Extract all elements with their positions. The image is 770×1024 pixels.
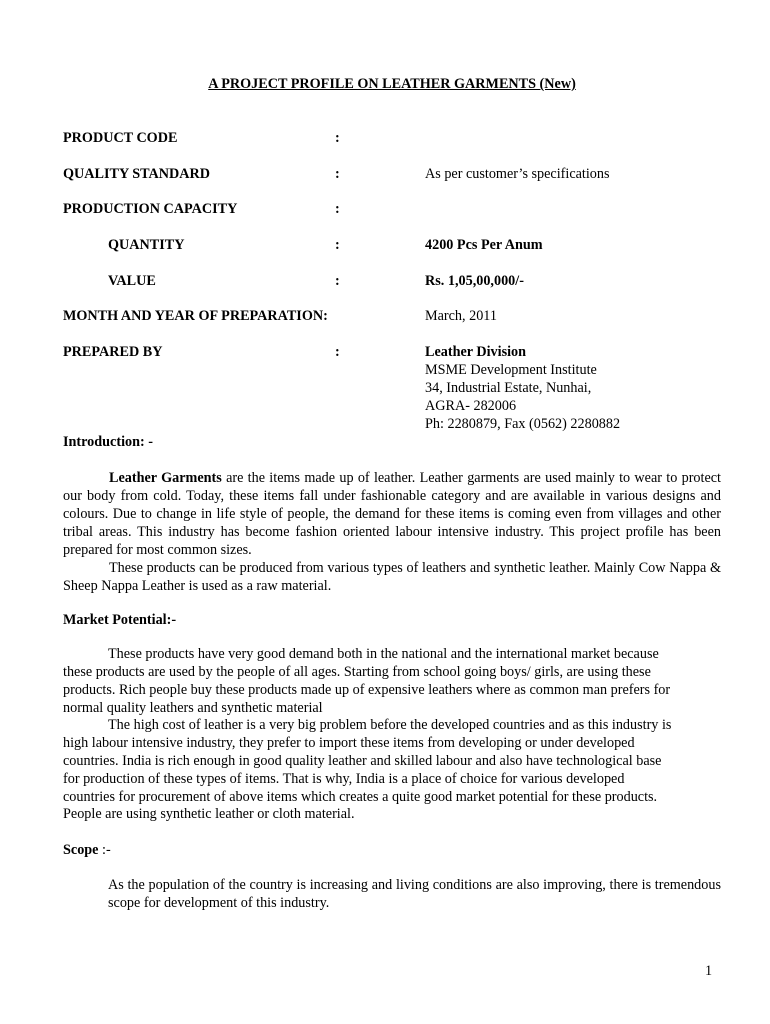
introduction-body	[63, 469, 721, 595]
market-line: products. Rich people buy these products made up of expensive leathers where as common man prefers for	[63, 682, 671, 698]
introduction-heading: Introduction: -	[63, 434, 153, 450]
market-line: these products are used by the people of all ages. Starting from school going boys/ girls, are using these	[63, 664, 651, 680]
prepared-by-label: PREPARED BY	[63, 344, 163, 360]
value-label: VALUE	[108, 273, 156, 289]
month-year-value: March, 2011	[425, 308, 497, 324]
month-year-label: MONTH AND YEAR OF PREPARATION:	[63, 308, 328, 324]
scope-paragraph: As the population of the country is increasing and living conditions are also improving, there is tremendous scope for development of this industry.	[108, 877, 721, 911]
document-title: A PROJECT PROFILE ON LEATHER GARMENTS (New)	[208, 76, 576, 92]
market-line: high labour intensive industry, they prefer to import these items from developing or under developed	[63, 735, 635, 751]
production-capacity-label: PRODUCTION CAPACITY	[63, 201, 238, 217]
introduction-paragraph-1-text: are the items made up of leather. Leather garments are used mainly to wear to protect our body from cold. Today, these items fall under fashionable category and are available in various designs and colours. Due to change in life style of people, the demand for these items is coming even from villages and other tribal areas. This industry has become fashion oriented labour intensive industry. This project profile has been prepared for most common sizes.	[63, 470, 721, 558]
leather-garments-term: Leather Garments	[109, 470, 222, 486]
scope-heading-bold: Scope	[63, 842, 99, 858]
prepared-by-city: AGRA- 282006	[425, 398, 517, 414]
value-colon: :	[335, 273, 340, 289]
scope-heading	[63, 841, 111, 859]
prepared-by-phone: Ph: 2280879, Fax (0562) 2280882	[425, 416, 621, 432]
production-capacity-colon: :	[335, 201, 340, 217]
introduction-paragraph-2: These products can be produced from various types of leathers and synthetic leather. Mainly Cow Nappa & Sheep Nappa Leather is used as a raw material.	[63, 560, 721, 594]
prepared-by-colon: :	[335, 344, 340, 360]
market-line: These products have very good demand both in the national and the international market because	[108, 646, 659, 662]
market-line: countries for procurement of above items which creates a quite good market potential for these products.	[63, 789, 658, 805]
market-line: The high cost of leather is a very big problem before the developed countries and as this industry is	[108, 717, 672, 733]
market-potential-heading: Market Potential:-	[63, 612, 177, 628]
quantity-label: QUANTITY	[108, 237, 185, 253]
prepared-by-division: Leather Division	[425, 344, 527, 360]
market-line: for production of these types of items. That is why, India is a place of choice for various developed	[63, 771, 625, 787]
quality-standard-colon: :	[335, 166, 340, 182]
market-line: normal quality leathers and synthetic material	[63, 700, 323, 716]
prepared-by-address: 34, Industrial Estate, Nunhai,	[425, 380, 592, 396]
quality-standard-label: QUALITY STANDARD	[63, 166, 211, 182]
market-line: People are using synthetic leather or cloth material.	[63, 806, 355, 822]
scope-heading-suffix: :-	[98, 842, 111, 858]
value-amount: Rs. 1,05,00,000/-	[425, 273, 524, 289]
introduction-paragraph-1	[63, 469, 721, 559]
prepared-by-institute: MSME Development Institute	[425, 362, 597, 378]
page-number: 1	[705, 963, 713, 979]
product-code-colon: :	[335, 130, 340, 146]
product-code-label: PRODUCT CODE	[63, 130, 178, 146]
quantity-value: 4200 Pcs Per Anum	[425, 237, 543, 253]
quality-standard-value: As per customer’s specifications	[425, 166, 610, 182]
quantity-colon: :	[335, 237, 340, 253]
market-line: countries. India is rich enough in good quality leather and skilled labour and also have technological base	[63, 753, 662, 769]
